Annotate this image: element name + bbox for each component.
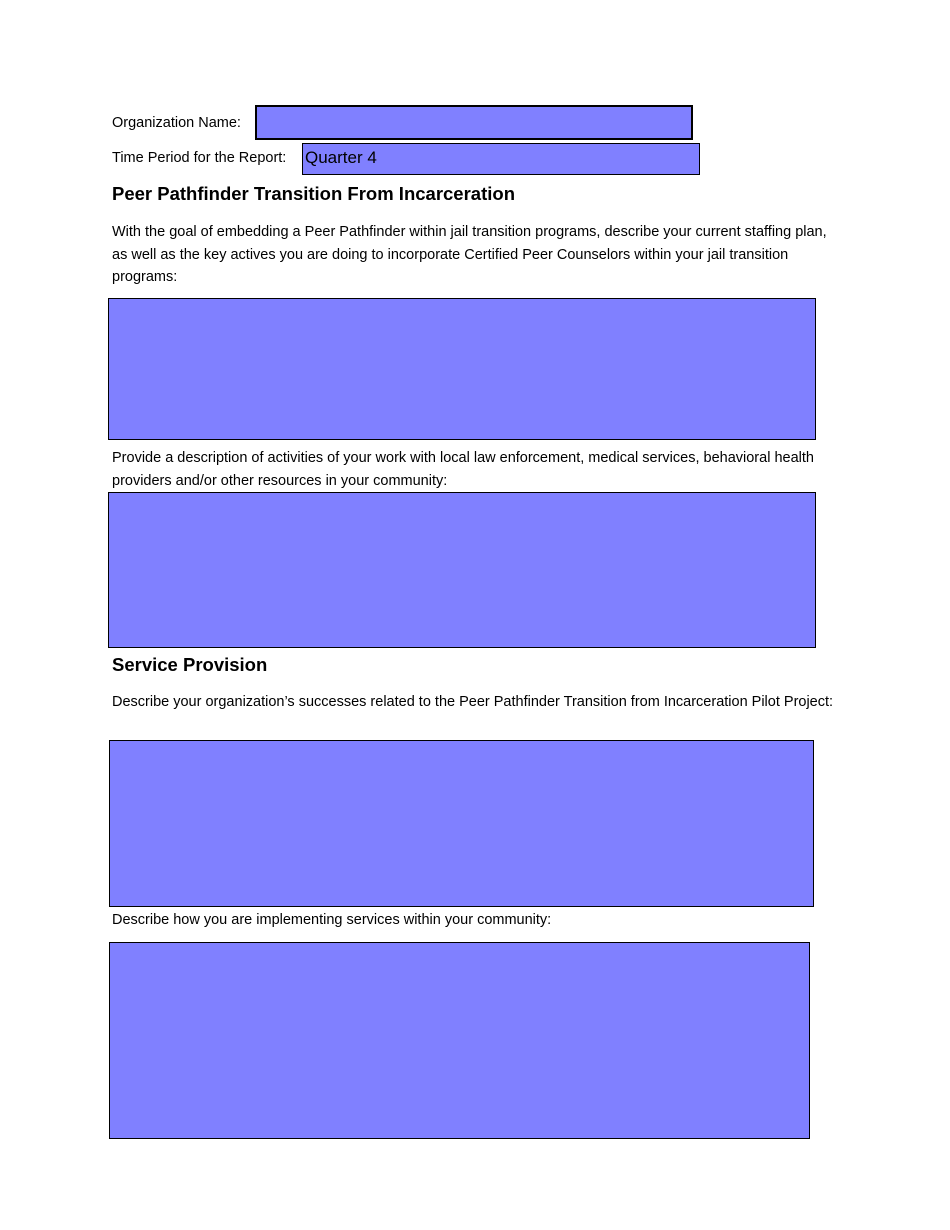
answer-successes-field[interactable] bbox=[109, 740, 814, 907]
answer-staffing-plan-field[interactable] bbox=[108, 298, 816, 440]
time-period-field[interactable] bbox=[302, 143, 700, 175]
question-implementing-services: Describe how you are implementing services within your community: bbox=[112, 912, 552, 928]
time-period-value: Quarter 4 bbox=[305, 148, 377, 167]
time-period-label: Time Period for the Report: bbox=[112, 150, 287, 166]
question-community-activities: Provide a description of activities of your work with local law enforcement, medical services, behavioral health providers and/or other resources in your community: bbox=[112, 450, 814, 489]
org-name-label: Organization Name: bbox=[112, 115, 241, 131]
question-successes: Describe your organization’s successes related to the Peer Pathfinder Transition from Incarceration Pilot Project: bbox=[112, 694, 834, 710]
org-name-field[interactable] bbox=[255, 105, 693, 140]
answer-community-activities-field[interactable] bbox=[108, 492, 816, 648]
answer-implementing-services-field[interactable] bbox=[109, 942, 810, 1139]
section-heading-service-provision: Service Provision bbox=[112, 654, 268, 675]
question-staffing-plan: With the goal of embedding a Peer Pathfinder within jail transition programs, describe your current staffing plan, as well as the key actives you are doing to incorporate Certified Peer Counselors within your jail transition programs: bbox=[112, 224, 827, 285]
section-heading-transition: Peer Pathfinder Transition From Incarceration bbox=[112, 183, 515, 204]
